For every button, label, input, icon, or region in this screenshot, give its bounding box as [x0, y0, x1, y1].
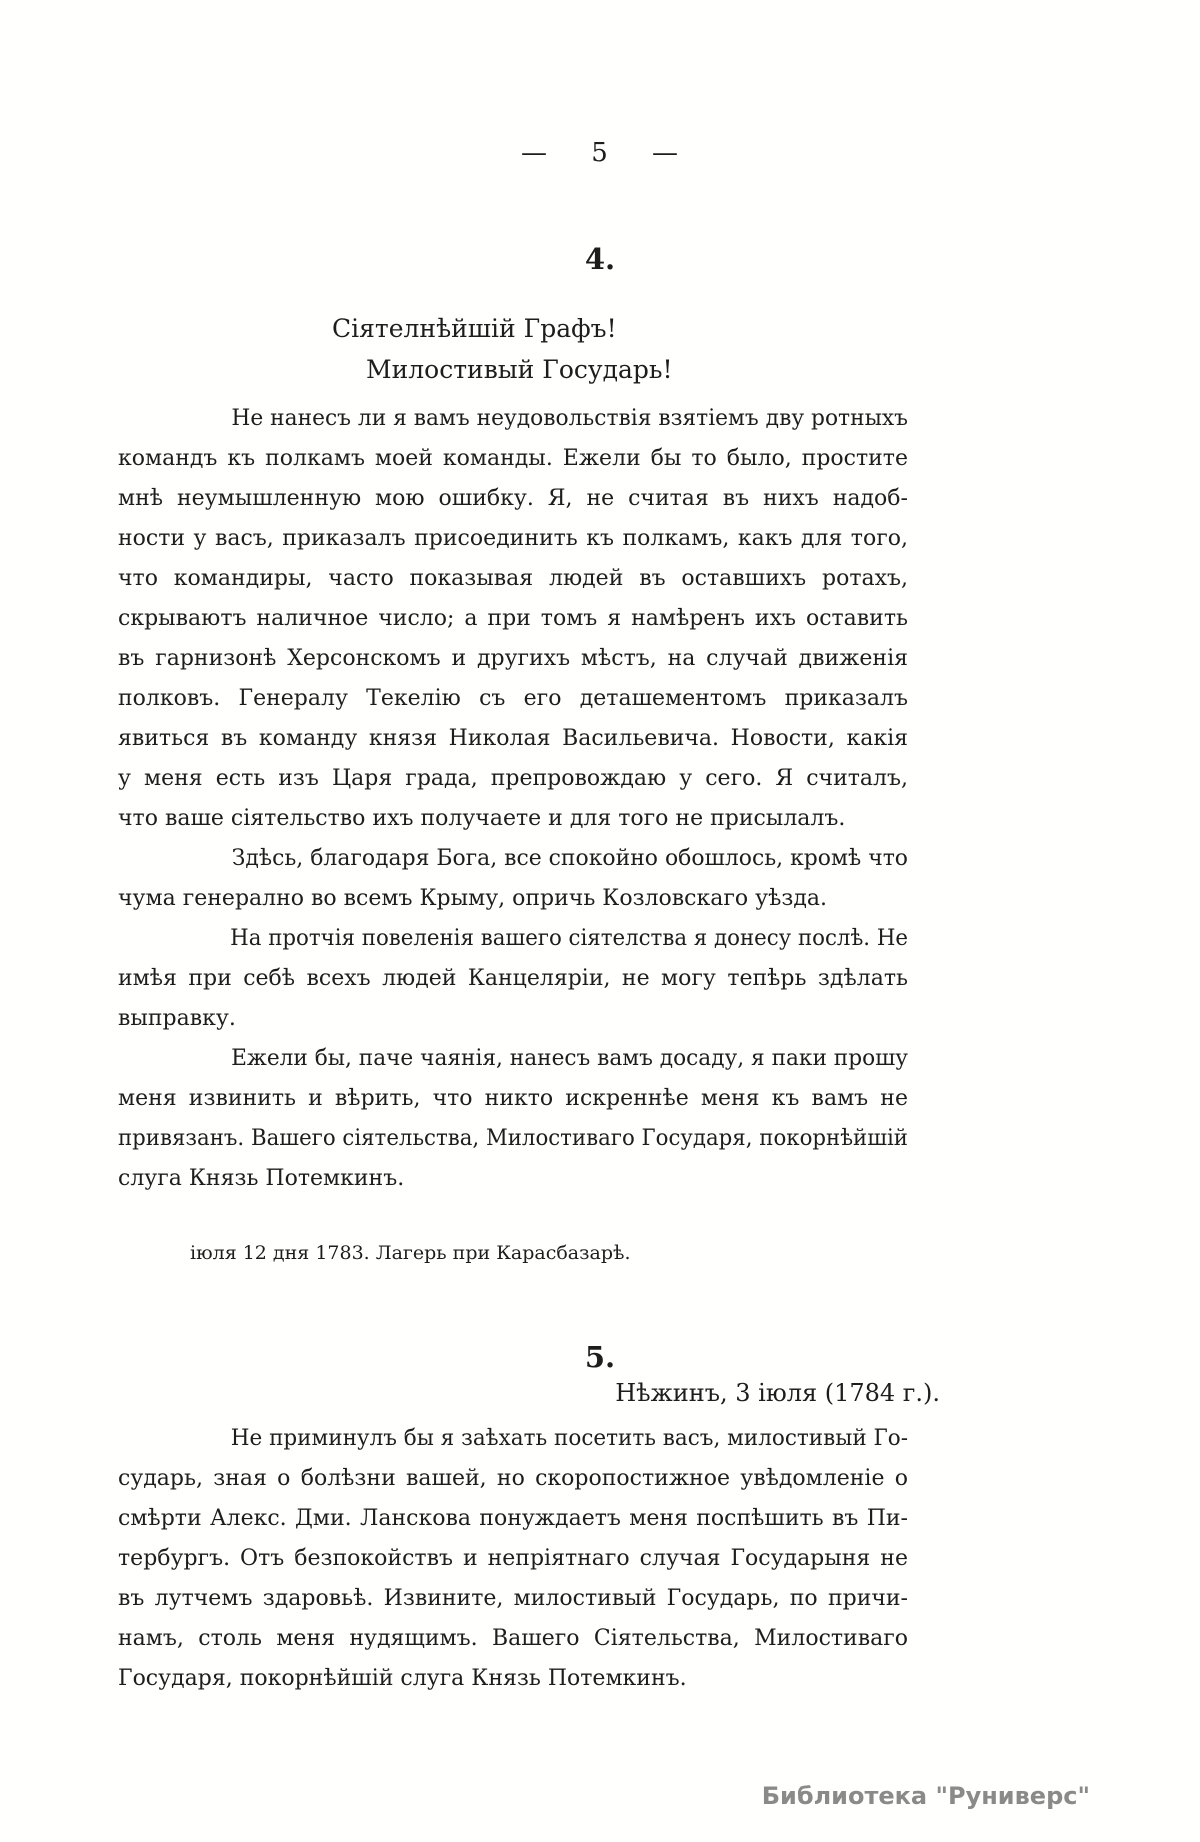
text-line: На протчія повеленія вашего сіятелства я донесу послѣ. Не — [230, 926, 908, 951]
letter-4-salutation-line2: Милостивый Государь! — [366, 355, 673, 384]
text-line: скрываютъ наличное число; а при томъ я намѣренъ ихъ оставить — [118, 606, 908, 631]
text-line: что ваше сіятельство ихъ получаете и для того не присылалъ. — [118, 806, 846, 831]
text-line: полковъ. Генералу Текелію съ его деташементомъ приказалъ — [118, 686, 908, 711]
text-line: у меня есть изъ Царя града, препровождаю у сего. Я считалъ, — [118, 766, 908, 791]
text-line: что командиры, часто показывая людей въ оставшихъ ротахъ, — [118, 566, 908, 591]
text-line: тербургъ. Отъ безпокойствъ и непріятнаго случая Государыня не — [118, 1546, 908, 1571]
text-line: мнѣ неумышленную мою ошибку. Я, не считая въ нихъ надоб- — [118, 486, 908, 511]
text-line: Не приминулъ бы я заѣхать посетить васъ, милостивый Го- — [230, 1426, 908, 1451]
text-line: смѣрти Алекс. Дми. Ланскова понуждаетъ меня поспѣшить въ Пи- — [118, 1506, 908, 1531]
text-line: въ гарнизонѣ Херсонскомъ и другихъ мѣстъ, на случай движенія — [118, 646, 908, 671]
letter-4-salutation-line1: Сіятелнѣйшій Графъ! — [332, 314, 617, 343]
text-line: привязанъ. Вашего сіятельства, Милостиваго Государя, покорнѣйшій — [118, 1126, 908, 1151]
text-line: выправку. — [118, 1006, 236, 1031]
letter-5-place-date: Нѣжинъ, 3 іюля (1784 г.). — [615, 1379, 940, 1407]
text-line: Ежели бы, паче чаянія, нанесъ вамъ досаду, я паки прошу — [231, 1046, 909, 1071]
text-line: имѣя при себѣ всехъ людей Канцеляріи, не могу тепѣрь здѣлать — [118, 966, 908, 991]
runivers-watermark: Библиотека "Руниверс" — [761, 1782, 1090, 1810]
text-line: Государя, покорнѣйшій слуга Князь Потемкинъ. — [118, 1666, 687, 1691]
text-line: командъ къ полкамъ моей команды. Ежели бы то было, простите — [118, 446, 908, 471]
text-line: Не нанесъ ли я вамъ неудовольствія взятіемъ дву ротныхъ — [231, 406, 908, 431]
letter-4-dateline: іюля 12 дня 1783. Лагерь при Карасбазарѣ. — [190, 1242, 631, 1264]
letter-4-body — [118, 399, 908, 1199]
letter-4-heading: 4. — [584, 242, 616, 276]
text-line: меня извинить и вѣрить, что никто искреннѣе меня къ вамъ не — [118, 1086, 908, 1111]
text-line: ности у васъ, приказалъ присоединить къ полкамъ, какъ для того, — [118, 526, 908, 551]
text-line: Здѣсь, благодаря Бога, все спокойно обошлось, кромѣ что — [231, 846, 909, 871]
text-line: явиться въ команду князя Николая Васильевича. Новости, какія — [118, 726, 908, 751]
letter-5-heading: 5. — [584, 1340, 616, 1374]
text-line: чума генерално во всемъ Крыму, опричь Козловскаго уѣзда. — [118, 886, 827, 911]
text-line: сударь, зная о болѣзни вашей, но скоропостижное увѣдомленіе о — [118, 1466, 908, 1491]
text-line: въ лутчемъ здаровьѣ. Извините, милостивый Государь, по причи- — [118, 1586, 908, 1611]
text-line: слуга Князь Потемкинъ. — [118, 1166, 405, 1191]
page-number: — 5 — — [520, 138, 680, 168]
letter-5-body — [118, 1419, 908, 1699]
text-line: намъ, столь меня нудящимъ. Вашего Сіятельства, Милостиваго — [118, 1626, 908, 1651]
